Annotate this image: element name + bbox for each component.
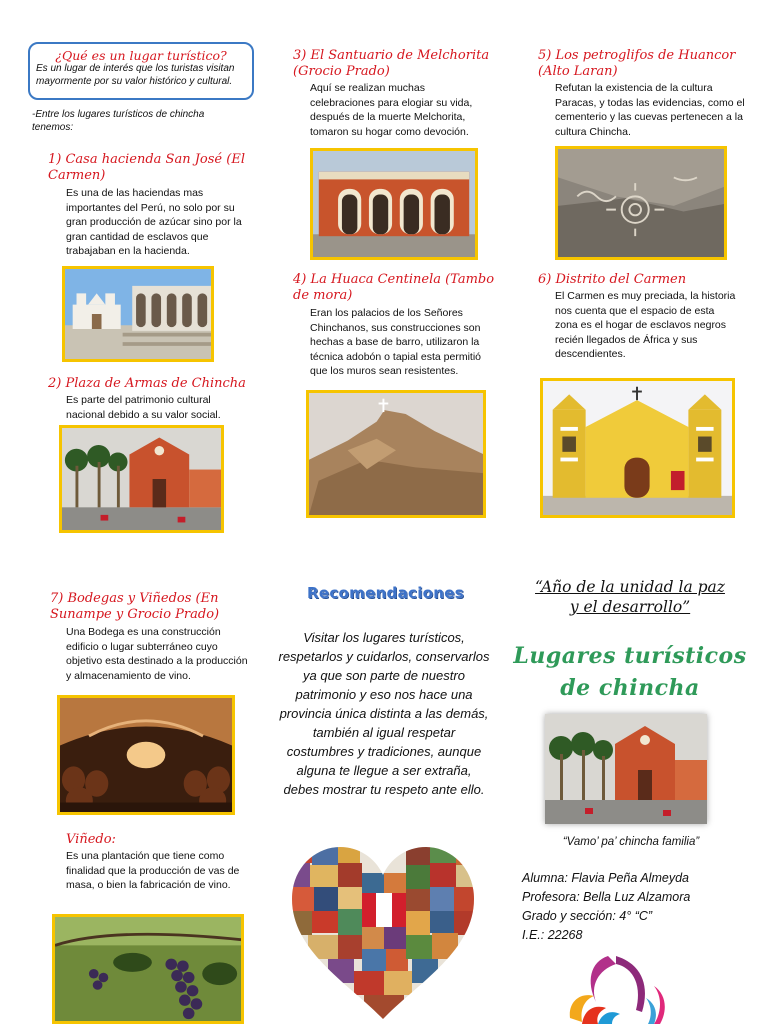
recommendations-text: Visitar los lugares turísticos, respetarlos y cuidarlos, conservarlos ya que son parte de nuestro patrimonio y eso nos hace una provincia única distinta a las demás, también al igual respetar costumbres y tradiciones, aunque alguna te llegue a ser extraña, debes mostrar tu respeto ante ello. [278, 630, 490, 797]
place-2-title: 2) Plaza de Armas de Chincha [48, 376, 246, 391]
year-motto-line2: y el desarrollo” [569, 598, 691, 616]
heart-collage [288, 843, 478, 1021]
plaza-armas-photo [59, 425, 224, 533]
place-8-text: Es una plantación que tiene como finalidad que la producción de vas de masa, o bien la fabricación de vino. [66, 850, 240, 892]
place-6-text: El Carmen es muy preciada, la historia nos cuenta que el espacio de esta zona es el hogar de esclavos negros recién llegados de África y sus descendientes. [555, 290, 736, 361]
intro-title: ¿Qué es un lugar turístico? [55, 48, 227, 63]
vinedo-photo [52, 914, 244, 1024]
place-4-title: 4) La Huaca Centinela (Tambo de mora) [293, 272, 495, 303]
distrito-carmen-photo [540, 378, 735, 518]
grade-section: Grado y sección: 4° “C” [522, 909, 653, 923]
bodega-photo [57, 695, 235, 815]
place-6-title: 6) Distrito del Carmen [538, 272, 687, 287]
place-5-text: Refutan la existencia de la cultura Paracas, y todas las evidencias, como el cementerio y las cuevas pertenecen a la cultura Chincha. [555, 82, 745, 138]
teacher-name: Profesora: Bella Luz Alzamora [522, 890, 691, 904]
place-7-text: Una Bodega es una construcción edificio o lugar subterráneo cuyo objetivo esta destinado a la producción y almacenamiento de vino. [66, 626, 248, 682]
intro-box [28, 42, 254, 100]
place-4-text: Eran los palacios de los Señores Chinchanos, sus construcciones son hechas a base de barro, utilizaron la técnica adobón o tapial esta permitió que los muros sean resistentes. [310, 307, 482, 378]
place-5-title: 5) Los petroglifos de Huancor (Alto Laran) [538, 48, 736, 79]
santuario-photo [310, 148, 478, 260]
place-7-title: 7) Bodegas y Viñedos (En Sunampe y Grocio Prado) [50, 591, 220, 622]
place-1-title: 1) Casa hacienda San José (El Carmen) [48, 152, 245, 183]
place-3-title: 3) El Santuario de Melchorita (Grocio Prado) [293, 48, 490, 79]
cover-plaza-photo [545, 714, 707, 824]
huaca-centinela-photo [306, 390, 486, 518]
place-8-title: Viñedo: [66, 832, 116, 847]
place-3-text: Aquí se realizan muchas celebraciones para elogiar su vida, después de la muerte Melchorita, tomaron su hogar como devoción. [310, 82, 473, 138]
recommendations-title: Recomendaciones [307, 584, 464, 602]
chincha-logo [550, 952, 675, 1024]
cover-title-line1: Lugares turísticos [513, 643, 747, 669]
school-code: I.E.: 22268 [522, 928, 583, 942]
place-2-text: Es parte del patrimonio cultural nacional debido a su valor social. [66, 394, 221, 421]
intro-text: Es un lugar de interés que los turistas visitan mayormente por su valor histórico y cultural. [36, 63, 235, 87]
year-motto-line1: “Año de la unidad la paz [535, 578, 725, 596]
intro-list-text: -Entre los lugares turísticos de chincha tenemos: [32, 109, 205, 133]
slogan: “Vamo’ pa’ chincha familia” [562, 836, 700, 848]
petroglifos-photo [555, 146, 727, 260]
hacienda-photo [62, 266, 214, 362]
place-1-text: Es una de las haciendas mas importantes del Perú, no solo por su gran producción de azúcar sino por la gran cantidad de esclavos que trabajaban en la hacienda. [66, 187, 242, 258]
cover-title-line2: de chincha [560, 675, 700, 701]
student-name: Alumna: Flavia Peña Almeyda [522, 871, 689, 885]
